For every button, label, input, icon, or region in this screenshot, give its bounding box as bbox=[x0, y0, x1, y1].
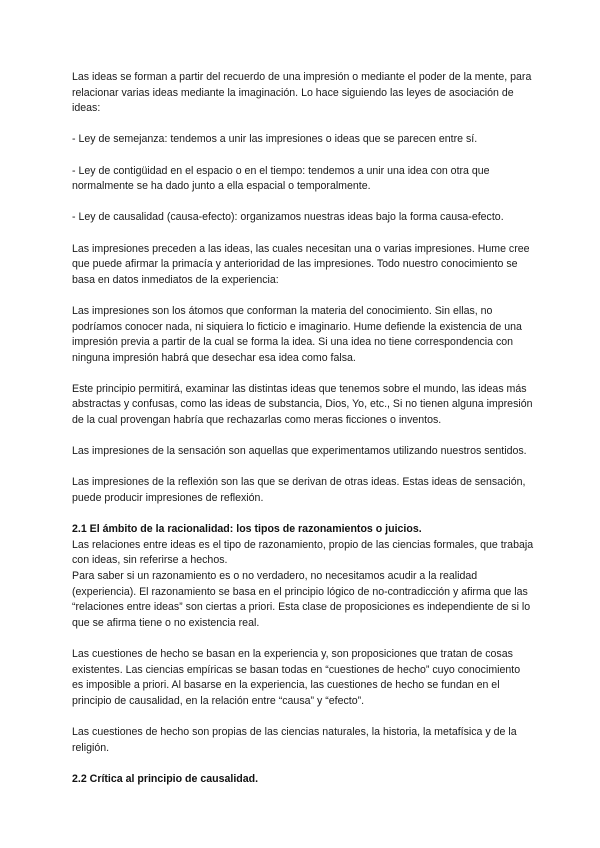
paragraph-reflection-impressions: Las impresiones de la reflexión son las que se derivan de otras ideas. Estas ideas de sensación, puede producir impresiones de reflexión. bbox=[72, 476, 526, 505]
paragraph-impressions-atoms: Las impresiones son los átomos que conforman la materia del conocimiento. Sin ellas, no podríamos conocer nada, ni siquiera lo ficticio e imaginario. Hume defiende la existencia de una impresión previa a partir de la cual se forma la idea. Si una idea no tiene correspondencia con ninguna impresión habrá que desechar esa idea como falsa. bbox=[72, 304, 522, 364]
paragraph-principle-examine: Este principio permitirá, examinar las distintas ideas que tenemos sobre el mundo, las ideas más abstractas y confusas, como las ideas de substancia, Dios, Yo, etc., Si no tienen alguna impresión de la cual provengan habría que rechazarlas como meras ficciones o inventos. bbox=[72, 382, 533, 427]
section-heading-2-2: 2.2 Crítica al principio de causalidad. bbox=[72, 772, 259, 785]
paragraph-sensation-impressions: Las impresiones de la sensación son aquellas que experimentamos utilizando nuestros sentidos. bbox=[72, 445, 527, 458]
paragraph-law-causality: - Ley de causalidad (causa-efecto): organizamos nuestras ideas bajo la forma causa-efecto. bbox=[72, 211, 504, 224]
document-page bbox=[72, 70, 534, 787]
paragraph-matters-of-fact: Las cuestiones de hecho se basan en la experiencia y, son proposiciones que tratan de cosas existentes. Las ciencias empíricas se basan todas en “cuestiones de hecho” cuyo conocimiento es imposible a priori. Al basarse en la experiencia, las cuestiones de hecho se fundan en el principio de causalidad, en la relación entre “causa” y “efecto”. bbox=[72, 647, 521, 707]
paragraph-impressions-precede: Las impresiones preceden a las ideas, las cuales necesitan una o varias impresiones. Hume cree que puede afirmar la primacía y anterioridad de las impresiones. Todo nuestro conocimiento se basa en datos inmediatos de la experiencia: bbox=[72, 242, 530, 286]
paragraph-relations-ideas: Las relaciones entre ideas es el tipo de razonamiento, propio de las ciencias formales, que trabaja con ideas, sin referirse a hechos. bbox=[72, 538, 534, 567]
paragraph-law-similarity: - Ley de semejanza: tendemos a unir las impresiones o ideas que se parecen entre sí. bbox=[72, 133, 478, 146]
paragraph-matters-of-fact-fields: Las cuestiones de hecho son propias de las ciencias naturales, la historia, la metafísica y de la religión. bbox=[72, 725, 517, 754]
section-heading-2-1: 2.1 El ámbito de la racionalidad: los tipos de razonamientos o juicios. bbox=[72, 523, 422, 536]
paragraph-idea-formation: Las ideas se forman a partir del recuerdo de una impresión o mediante el poder de la mente, para relacionar varias ideas mediante la imaginación. Lo hace siguiendo las leyes de asociación de ideas: bbox=[72, 71, 532, 115]
paragraph-law-contiguity: - Ley de contigüidad en el espacio o en el tiempo: tendemos a unir una idea con otra que normalmente se ha dado junto a ella espacial o temporalmente. bbox=[72, 164, 490, 193]
paragraph-reasoning-true: Para saber si un razonamiento es o no verdadero, no necesitamos acudir a la realidad (experiencia). El razonamiento se basa en el principio lógico de no-contradicción y afirma que las “relaciones entre ideas” son ciertas a priori. Esta clase de proposiciones es independiente de si lo que se afirma tiene o no existencia real. bbox=[72, 570, 531, 629]
